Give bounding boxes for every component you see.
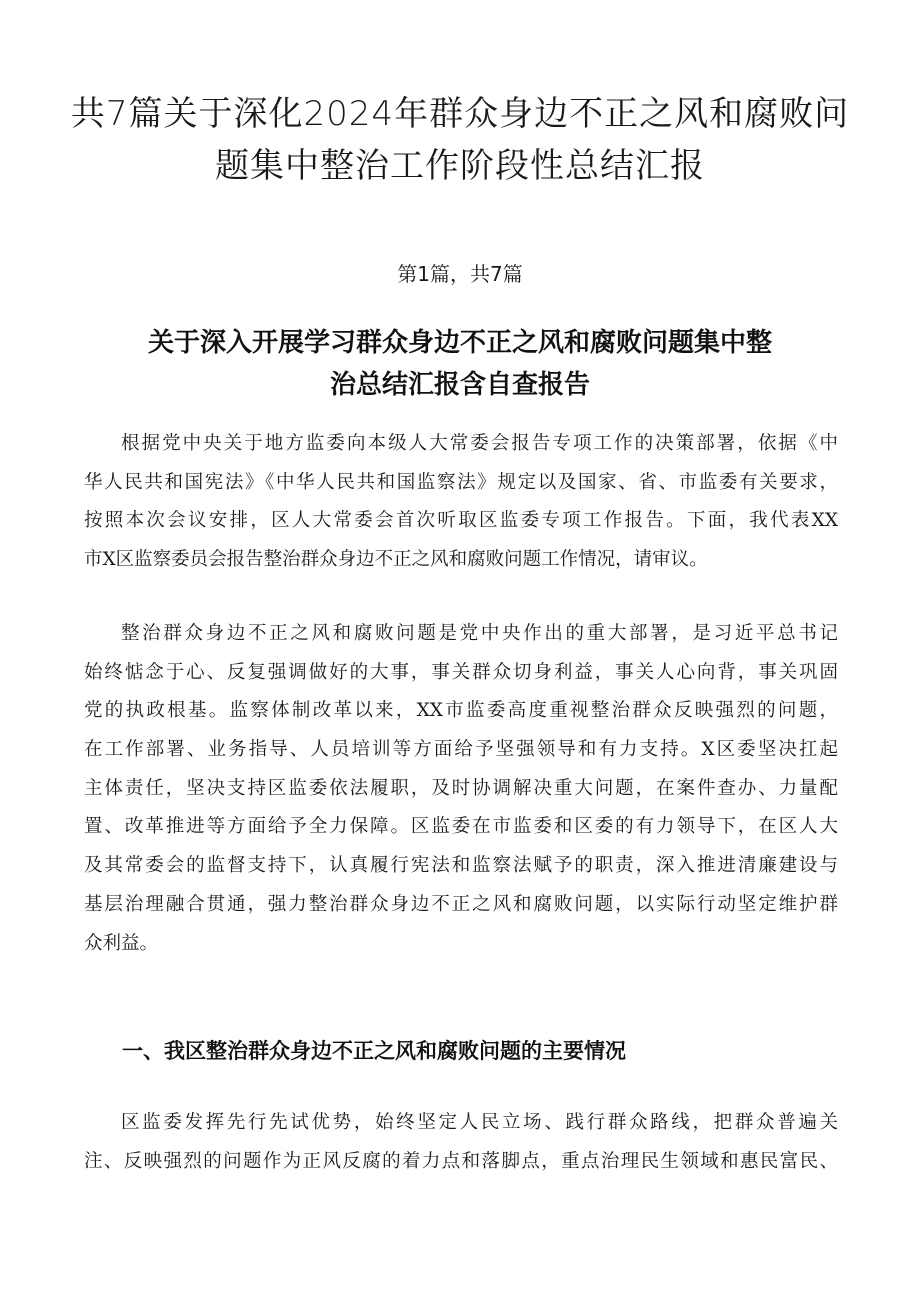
sub-title xyxy=(60,322,860,406)
part-label: 第1篇，共7篇 xyxy=(397,262,523,286)
paragraph-line: 在工作部署、业务指导、人员培训等方面给予坚强领导和有力支持。X区委坚决扛起 xyxy=(84,739,838,761)
paragraph-line: 区监委发挥先行先试优势，始终坚定人民立场、践行群众路线，把群众普遍关 xyxy=(121,1112,838,1133)
paragraph-line: 主体责任，坚决支持区监委依法履职，及时协调解决重大问题，在案件查办、力量配 xyxy=(84,777,838,799)
paragraph-line: 根据党中央关于地方监委向本级人大常委会报告专项工作的决策部署，依据《中 xyxy=(121,433,838,454)
paragraph-line: 置、改革推进等方面给予全力保障。区监委在市监委和区委的有力领导下，在区人大 xyxy=(84,816,838,838)
section-heading: 一、我区整治群众身边不正之风和腐败问题的主要情况 xyxy=(122,1039,626,1063)
main-title xyxy=(60,88,860,192)
paragraph-line: 市X区监察委员会报告整治群众身边不正之风和腐败问题工作情况，请审议。 xyxy=(84,549,708,571)
paragraph-line: 按照本次会议安排，区人大常委会首次听取区监委专项工作报告。下面，我代表XX xyxy=(84,510,838,532)
paragraph-line: 始终惦念于心、反复强调做好的大事，事关群众切身利益，事关人心向背，事关巩固 xyxy=(84,661,838,683)
paragraph-background xyxy=(84,615,838,963)
main-title-line-1: 共7篇关于深化2024年群众身边不正之风和腐败问 xyxy=(70,94,850,134)
paragraph-line: 党的执政根基。监察体制改革以来，XX市监委高度重视整治群众反映强烈的问题， xyxy=(84,700,838,722)
paragraph-line: 注、反映强烈的问题作为正风反腐的着力点和落脚点，重点治理民生领域和惠民富民、 xyxy=(84,1150,838,1172)
sub-title-line-1: 关于深入开展学习群众身边不正之风和腐败问题集中整 xyxy=(147,328,772,358)
paragraph-section1 xyxy=(84,1104,838,1181)
sub-title-line-2: 治总结汇报含自查报告 xyxy=(329,370,590,400)
paragraph-line: 众利益。 xyxy=(84,932,159,954)
paragraph-line: 华人民共和国宪法》《中华人民共和国监察法》规定以及国家、省、市监委有关要求， xyxy=(84,471,838,493)
paragraph-line: 整治群众身边不正之风和腐败问题是党中央作出的重大部署，是习近平总书记 xyxy=(121,623,838,644)
paragraph-line: 及其常委会的监督支持下，认真履行宪法和监察法赋予的职责，深入推进清廉建设与 xyxy=(84,855,838,877)
paragraph-intro xyxy=(84,425,838,580)
main-title-line-2: 题集中整治工作阶段性总结汇报 xyxy=(215,146,705,186)
paragraph-line: 基层治理融合贯通，强力整治群众身边不正之风和腐败问题，以实际行动坚定维护群 xyxy=(84,893,838,915)
